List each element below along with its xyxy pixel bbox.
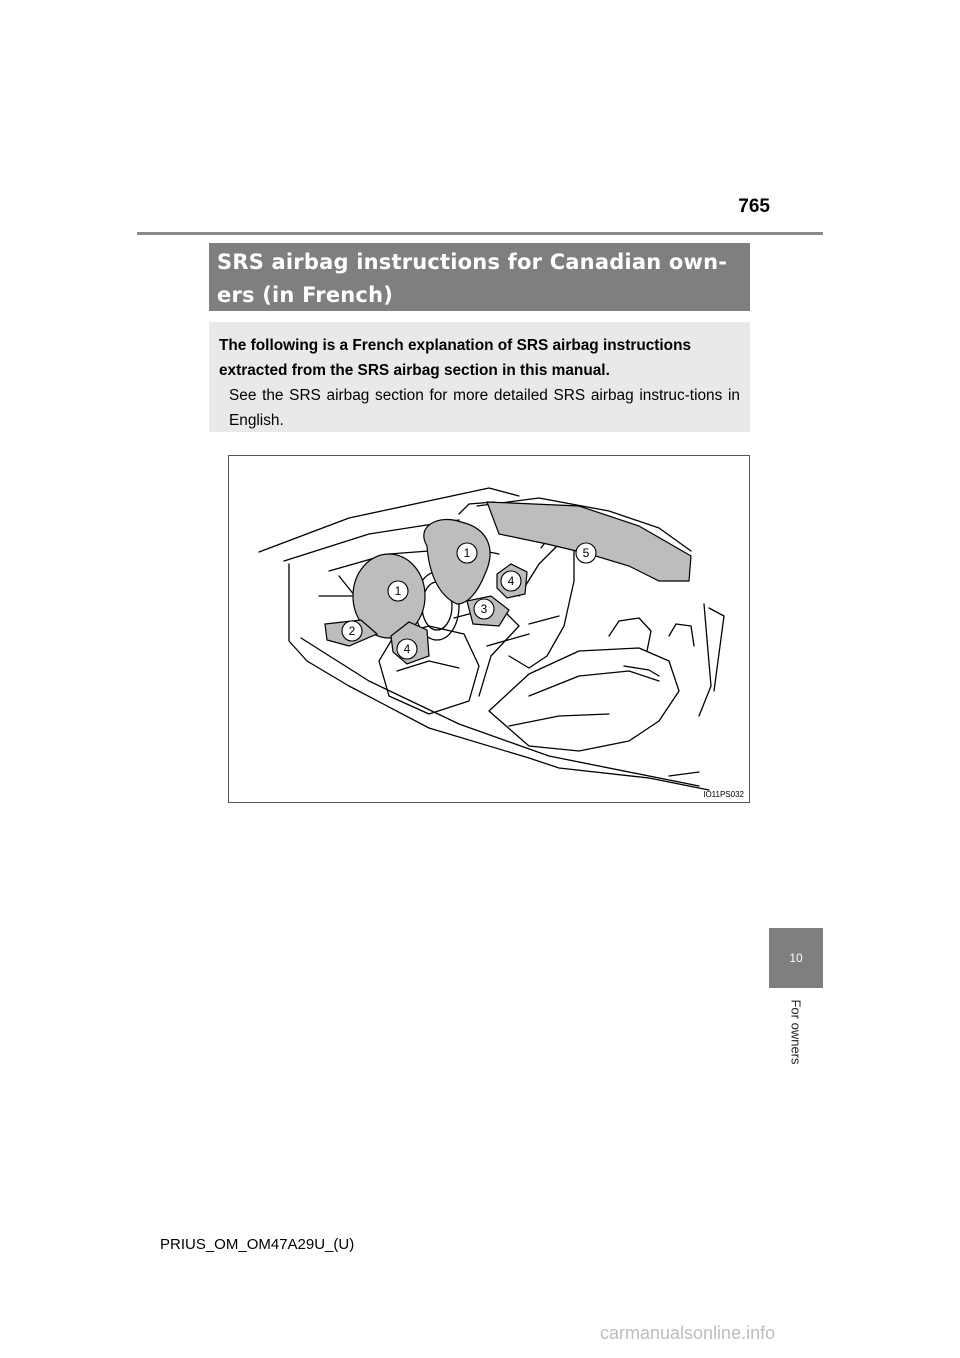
watermark: carmanualsonline.info [600, 1323, 776, 1343]
callout-4-driver: 4 [403, 642, 411, 656]
footer-doc-id: PRIUS_OM_OM47A29U_(U) [160, 1236, 355, 1253]
figure-code: IO11PS032 [703, 790, 744, 799]
airbag-location-figure [228, 455, 750, 803]
section-title [209, 243, 750, 311]
callout-3: 3 [480, 602, 488, 616]
section-title-line1: SRS airbag instructions for Canadian own- [217, 250, 728, 274]
chapter-label: For owners [788, 999, 804, 1065]
intro-normal-text: See the SRS airbag section for more detailed SRS airbag instruc-tions in English. [229, 387, 740, 429]
callout-1-passenger: 1 [463, 546, 471, 560]
callout-4-passenger: 4 [507, 574, 515, 588]
page-number: 765 [738, 196, 770, 217]
header-rule [137, 232, 823, 235]
intro-box [209, 322, 750, 432]
car-interior-illustration [229, 456, 749, 802]
callout-5: 5 [582, 546, 590, 560]
intro-bold-text: The following is a French explanation of SRS airbag instructions extracted from the SRS airbag section in this manual. [219, 337, 692, 379]
chapter-tab: 10 [769, 928, 823, 988]
section-title-line2: ers (in French) [217, 283, 394, 307]
callout-2: 2 [348, 624, 356, 638]
callout-1-driver: 1 [394, 584, 402, 598]
